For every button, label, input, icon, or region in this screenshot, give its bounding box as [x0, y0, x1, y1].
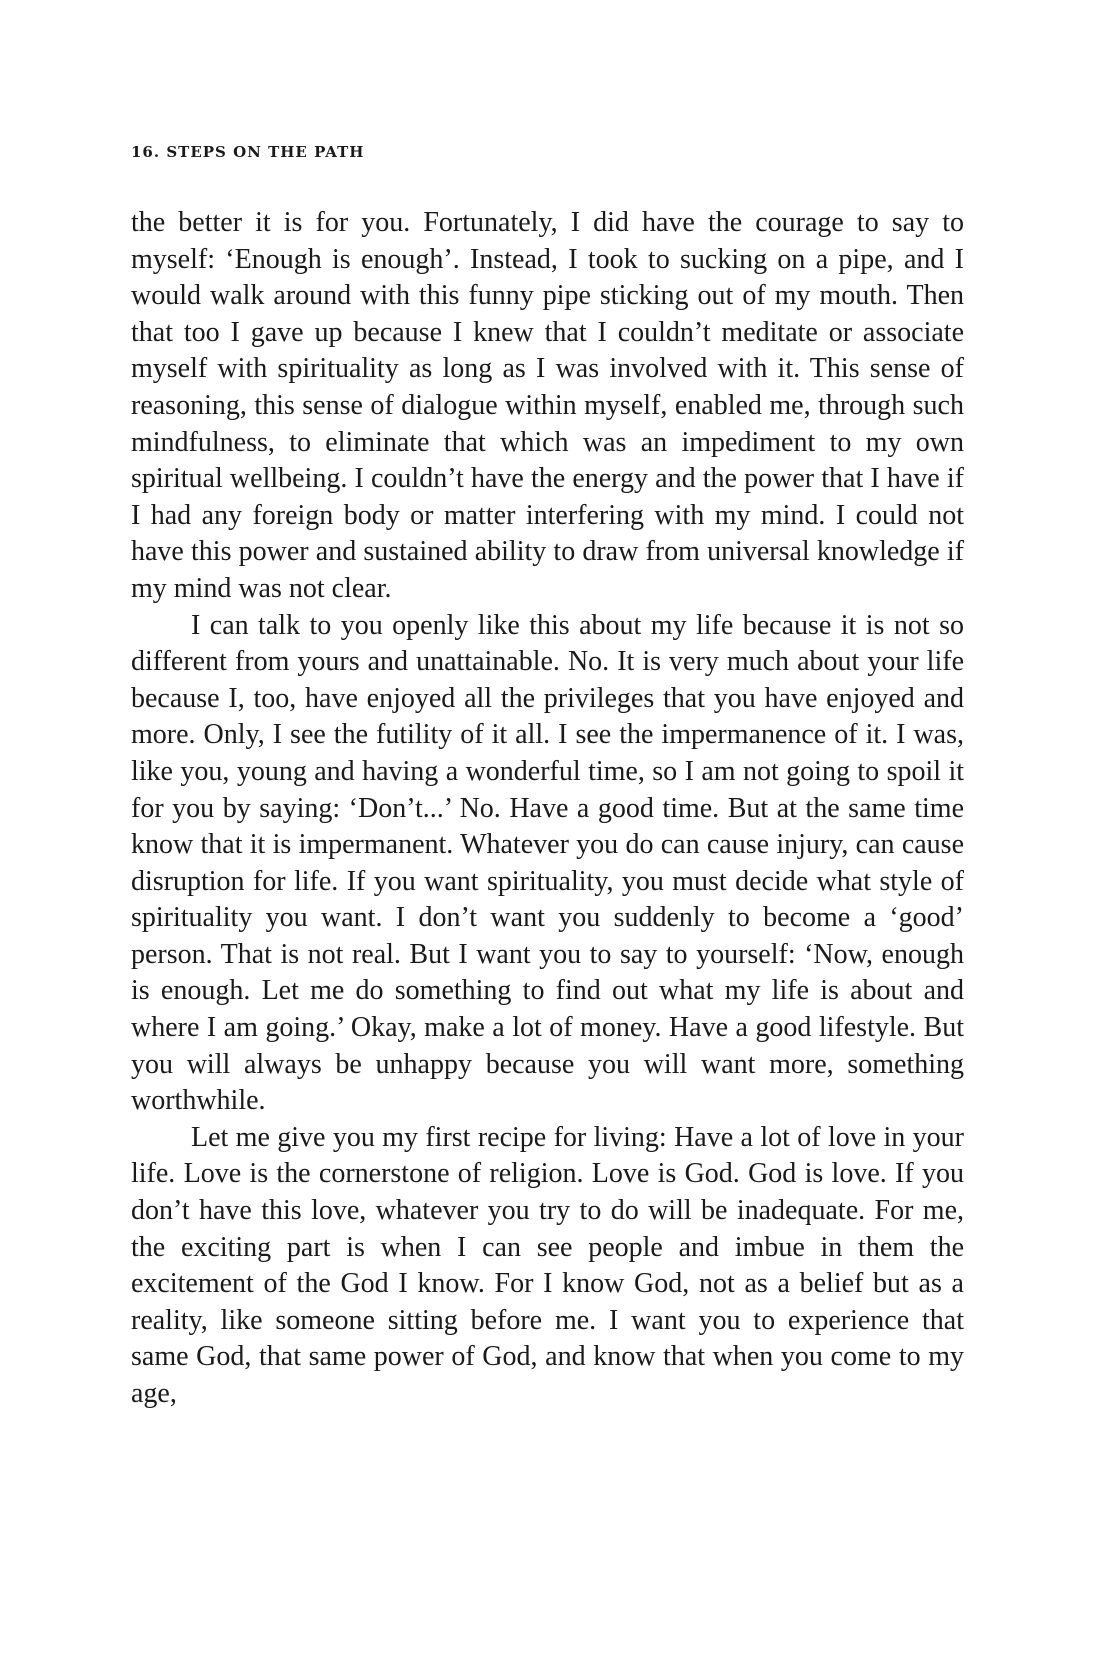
running-head: 16. STEPS ON THE PATH [131, 143, 365, 161]
paragraph: Let me give you my first recipe for living: Have a lot of love in your life. Love is the cornerstone of religion. Love is God. God is love. If you don’t have this love, whatever you try to do will be inadequate. For me, the exciting part is when I can see people and imbue in them the excitement of the God I know. For I know God, not as a belief but as a reality, like someone sitting before me. I want you to experience that same God, that same power of God, and know that when you come to my age, [131, 1121, 964, 1409]
body-text [131, 205, 964, 1413]
paragraph-continued: the better it is for you. Fortunately, I did have the courage to say to myself: ‘Enough is enough’. Instead, I took to sucking on a pipe, and I would walk around with this funny pipe sticking out of my mouth. Then that too I gave up because I knew that I couldn’t meditate or associate myself with spirituality as long as I was involved with it. This sense of reasoning, this sense of dialogue within myself, enabled me, through such mindfulness, to eliminate that which was an impediment to my own spiritual wellbeing. I couldn’t have the energy and the power that I have if I had any foreign body or matter interfering with my mind. I could not have this power and sustained ability to draw from universal knowledge if my mind was not clear. [131, 207, 964, 604]
paragraph: I can talk to you openly like this about my life because it is not so different from yours and unattainable. No. It is very much about your life because I, too, have enjoyed all the privileges that you have enjoyed and more. Only, I see the futility of it all. I see the impermanence of it. I was, like you, young and having a wonderful time, so I am not going to spoil it for you by saying: ‘Don’t...’ No. Have a good time. But at the same time know that it is impermanent. Whatever you do can cause injury, can cause disruption for life. If you want spirituality, you must decide what style of spirituality you want. I don’t want you suddenly to become a ‘good’ person. That is not real. But I want you to say to yourself: ‘Now, enough is enough. Let me do something to find out what my life is about and where I am going.’ Okay, make a lot of money. Have a good lifestyle. But you will always be unhappy because you will want more, something worthwhile. [131, 609, 964, 1117]
